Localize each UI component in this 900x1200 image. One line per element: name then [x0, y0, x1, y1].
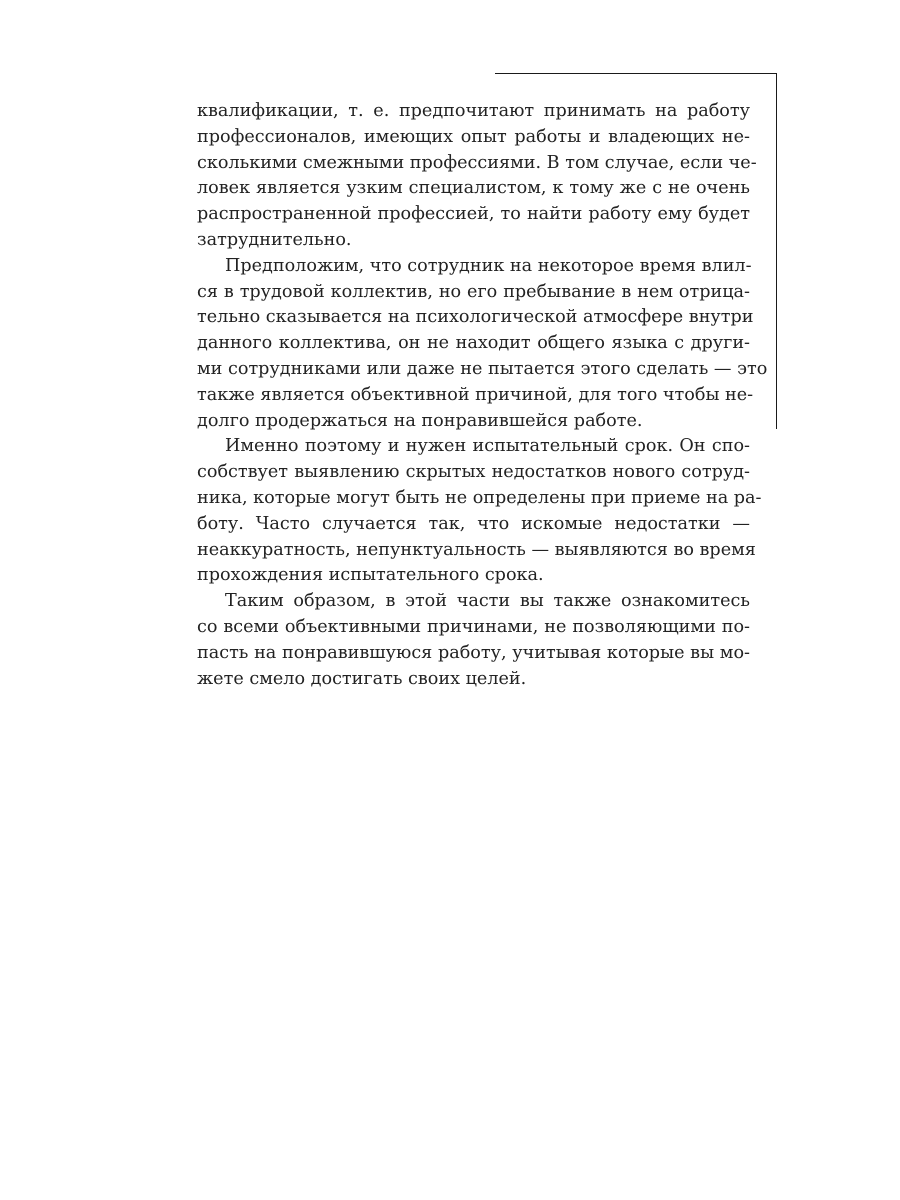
text-line: ми сотрудниками или даже не пытается этого сделать — это [197, 358, 768, 379]
text-line: прохождения испытательного срока. [197, 565, 544, 586]
text-line: Таким образом, в этой части вы также ознакомитесь [225, 591, 750, 612]
text-line: данного коллектива, он не находит общего языка с други- [197, 333, 750, 354]
text-line: также является объективной причиной, для того чтобы не- [197, 384, 754, 405]
text-line: Предположим, что сотрудник на некоторое время влил- [225, 255, 752, 276]
text-line: квалификации, т. е. предпочитают принимать на работу [197, 101, 750, 121]
paragraph-1 [197, 99, 757, 254]
text-line: затруднительно. [197, 229, 352, 250]
text-line: сколькими смежными профессиями. В том случае, если че- [197, 152, 757, 173]
body-text [197, 99, 768, 692]
text-line: со всеми объективными причинами, не позволяющими по- [197, 616, 750, 637]
paragraph-3 [197, 434, 762, 589]
text-line: жете смело достигать своих целей. [197, 668, 527, 689]
text-line: распространенной профессией, то найти работу ему будет [197, 204, 750, 225]
text-line: тельно сказывается на психологической атмосфере внутри [197, 307, 754, 328]
text-line: ся в трудовой коллектив, но его пребывание в нем отрица- [197, 281, 750, 302]
text-line: Именно поэтому и нужен испытательный срок. Он спо- [225, 436, 750, 457]
text-line: пасть на понравившуюся работу, учитывая которые вы мо- [197, 642, 750, 663]
text-line: боту. Часто случается так, что искомые недостатки — [197, 513, 750, 534]
paragraph-2 [197, 254, 768, 435]
text-line: собствует выявлению скрытых недостатков нового сотруд- [197, 462, 750, 483]
text-line: профессионалов, имеющих опыт работы и владеющих не- [197, 126, 750, 147]
margin-rule [776, 73, 777, 429]
text-line: ника, которые могут быть не определены при приеме на ра- [197, 487, 762, 508]
text-line: ловек является узким специалистом, к тому же с не очень [197, 178, 750, 199]
text-line: долго продержаться на понравившейся работе. [197, 410, 643, 431]
paragraph-4 [197, 589, 750, 692]
text-line: неаккуратность, непунктуальность — выявляются во время [197, 539, 756, 560]
header-rule [495, 73, 777, 74]
